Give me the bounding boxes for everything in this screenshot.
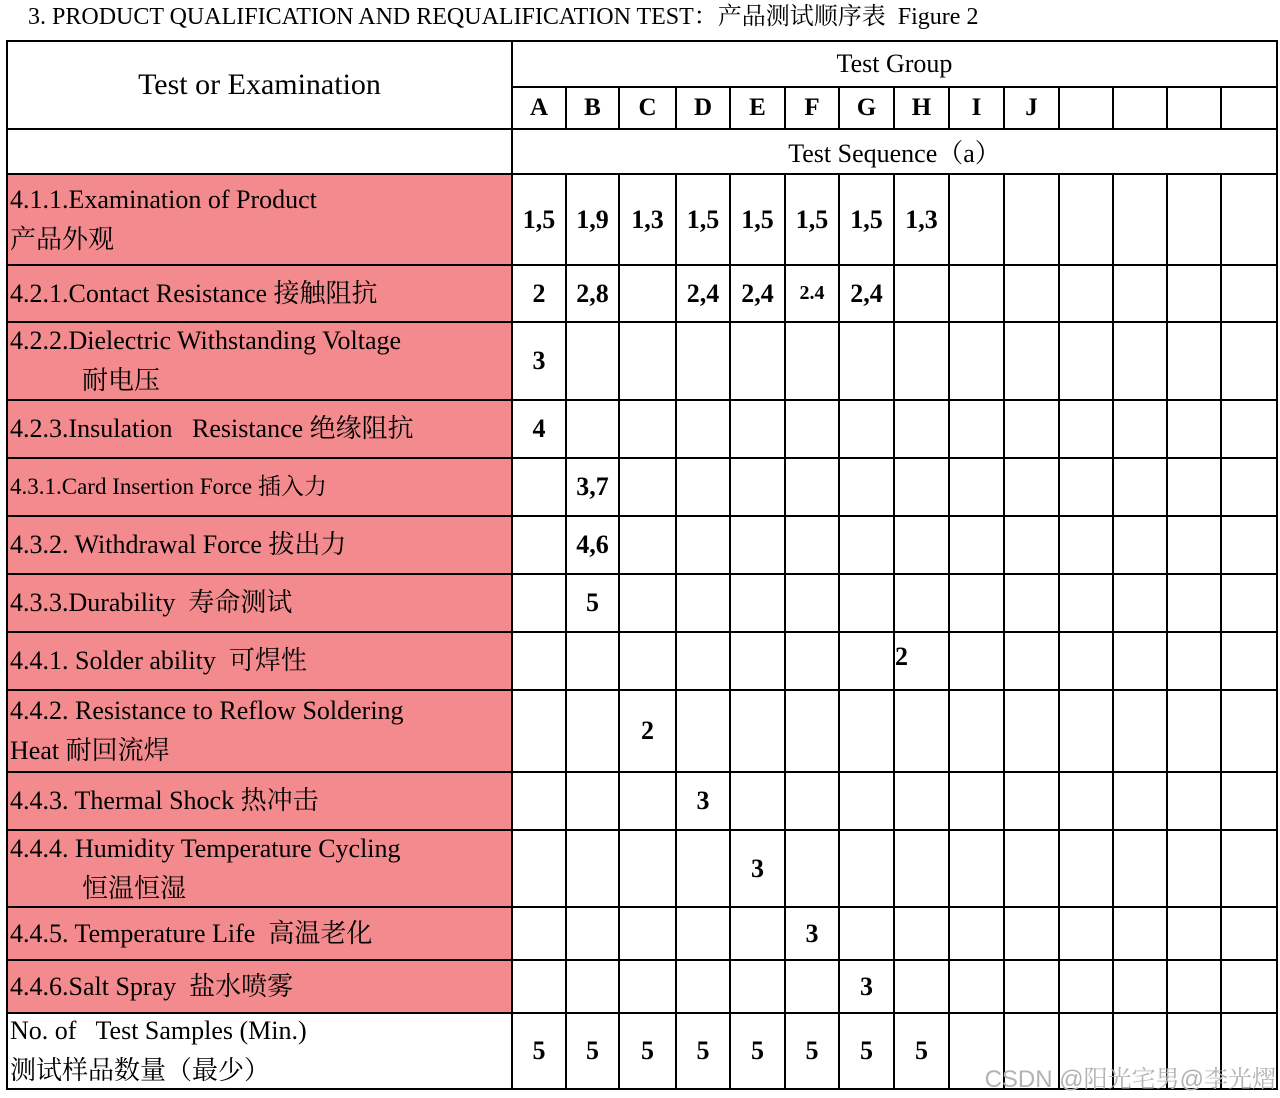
sequence-cell-f <box>786 773 840 831</box>
sequence-cell-blank <box>1168 323 1222 401</box>
sequence-cell-i <box>950 691 1005 773</box>
sequence-cell-blank <box>1222 459 1278 517</box>
sequence-cell-c <box>620 633 677 691</box>
group-header-blank <box>1222 88 1278 130</box>
sequence-cell-e <box>731 459 786 517</box>
sequence-cell-f <box>786 517 840 575</box>
sequence-cell-blank <box>1168 266 1222 323</box>
sequence-cell-blank <box>1114 773 1168 831</box>
group-header-blank <box>1114 88 1168 130</box>
test-item-label <box>8 961 513 1014</box>
sequence-cell-i <box>950 459 1005 517</box>
sequence-cell-c <box>620 401 677 459</box>
sequence-cell-a <box>513 961 567 1014</box>
sequence-cell-blank <box>1060 773 1114 831</box>
sequence-cell-h <box>895 908 950 961</box>
samples-label-line: 测试样品数量（最少） <box>10 1056 271 1085</box>
sequence-cell-e <box>731 961 786 1014</box>
sequence-cell-c <box>620 908 677 961</box>
group-header-blank <box>1060 88 1114 130</box>
sequence-cell-blank <box>1222 401 1278 459</box>
sequence-cell-j <box>1005 266 1060 323</box>
sequence-cell-g <box>840 459 895 517</box>
sequence-cell-d <box>677 831 731 908</box>
sequence-cell-f <box>786 323 840 401</box>
sequence-cell-j <box>1005 831 1060 908</box>
sequence-cell-b: 2,8 <box>567 266 620 323</box>
test-item-label-line: 4.4.2. Resistance to Reflow Soldering <box>10 696 404 725</box>
sequence-cell-h <box>895 961 950 1014</box>
sequence-cell-blank <box>1168 517 1222 575</box>
test-item-label <box>8 323 513 401</box>
sequence-cell-blank <box>1168 908 1222 961</box>
group-header-i: I <box>950 88 1005 130</box>
sequence-cell-blank <box>1168 773 1222 831</box>
test-item-label-line: 4.3.2. Withdrawal Force 拔出力 <box>10 530 347 559</box>
sequence-cell-c <box>620 773 677 831</box>
test-item-label-line: 4.2.2.Dielectric Withstanding Voltage <box>10 326 402 355</box>
header-test-or-examination: Test or Examination <box>8 42 513 130</box>
sequence-cell-g <box>840 401 895 459</box>
group-header-g: G <box>840 88 895 130</box>
watermark: CSDN @阳光宅男@李光熠 <box>984 1066 1276 1093</box>
sequence-cell-blank <box>1222 831 1278 908</box>
sequence-cell-f <box>786 961 840 1014</box>
sequence-cell-i <box>950 831 1005 908</box>
group-header-a: A <box>513 88 567 130</box>
sequence-cell-blank <box>1222 517 1278 575</box>
sequence-cell-e <box>731 908 786 961</box>
sequence-cell-h <box>895 691 950 773</box>
sequence-cell-i <box>950 266 1005 323</box>
sequence-cell-blank <box>1114 961 1168 1014</box>
sequence-cell-f <box>786 831 840 908</box>
samples-cell-h: 5 <box>895 1014 950 1090</box>
sequence-cell-a <box>513 773 567 831</box>
sequence-cell-blank <box>1168 575 1222 633</box>
sequence-cell-d <box>677 575 731 633</box>
sequence-cell-c <box>620 266 677 323</box>
test-item-label-line: 4.3.1.Card Insertion Force 插入力 <box>10 474 327 499</box>
sequence-cell-d <box>677 323 731 401</box>
sequence-cell-j <box>1005 633 1060 691</box>
sequence-cell-blank <box>1168 633 1222 691</box>
sequence-cell-a: 1,5 <box>513 175 567 266</box>
sequence-cell-blank <box>1168 459 1222 517</box>
sequence-cell-c: 2 <box>620 691 677 773</box>
sequence-cell-blank <box>1168 831 1222 908</box>
sequence-cell-j <box>1005 773 1060 831</box>
sequence-cell-i <box>950 633 1005 691</box>
test-item-label-line: 4.2.1.Contact Resistance 接触阻抗 <box>10 278 378 308</box>
sequence-cell-a <box>513 517 567 575</box>
sequence-cell-e: 2,4 <box>731 266 786 323</box>
sequence-cell-i <box>950 773 1005 831</box>
sequence-cell-f: 2.4 <box>786 266 840 323</box>
samples-cell-f: 5 <box>786 1014 840 1090</box>
sequence-cell-f: 3 <box>786 908 840 961</box>
sequence-cell-g: 1,5 <box>840 175 895 266</box>
samples-cell-d: 5 <box>677 1014 731 1090</box>
sequence-cell-h <box>895 517 950 575</box>
sequence-cell-e: 1,5 <box>731 175 786 266</box>
sequence-cell-c <box>620 961 677 1014</box>
sequence-cell-j <box>1005 517 1060 575</box>
sequence-cell-i <box>950 575 1005 633</box>
sequence-cell-j <box>1005 908 1060 961</box>
sequence-cell-d <box>677 691 731 773</box>
sequence-cell-g: 3 <box>840 961 895 1014</box>
sequence-cell-c: 1,3 <box>620 175 677 266</box>
test-item-label-line: 恒温恒湿 <box>82 873 187 903</box>
sequence-cell-blank <box>1060 517 1114 575</box>
sequence-cell-blank <box>1114 633 1168 691</box>
sequence-cell-d <box>677 459 731 517</box>
sequence-cell-b: 5 <box>567 575 620 633</box>
sequence-cell-blank <box>1222 175 1278 266</box>
sequence-cell-blank <box>1060 266 1114 323</box>
sequence-cell-blank <box>1114 831 1168 908</box>
sequence-cell-b <box>567 323 620 401</box>
samples-label <box>8 1014 513 1090</box>
sequence-cell-blank <box>1114 401 1168 459</box>
sequence-cell-blank <box>1168 961 1222 1014</box>
sequence-cell-e <box>731 773 786 831</box>
sequence-cell-j <box>1005 961 1060 1014</box>
sequence-cell-blank <box>1222 773 1278 831</box>
sequence-cell-e <box>731 575 786 633</box>
test-item-label <box>8 773 513 831</box>
sequence-cell-blank <box>1060 175 1114 266</box>
sequence-cell-h: 1,3 <box>895 175 950 266</box>
sequence-cell-d <box>677 908 731 961</box>
sequence-cell-c <box>620 323 677 401</box>
sequence-cell-d <box>677 633 731 691</box>
test-item-label-line: Heat 耐回流焊 <box>10 736 170 765</box>
sequence-cell-f <box>786 575 840 633</box>
sequence-cell-blank <box>1222 323 1278 401</box>
sequence-cell-a <box>513 575 567 633</box>
sequence-cell-blank <box>1168 401 1222 459</box>
test-item-label-line: 4.4.4. Humidity Temperature Cycling <box>10 833 401 863</box>
sequence-cell-a: 4 <box>513 401 567 459</box>
sequence-cell-b <box>567 773 620 831</box>
test-item-label <box>8 575 513 633</box>
test-item-label-line: 4.4.5. Temperature Life 高温老化 <box>10 918 373 948</box>
sequence-cell-i <box>950 961 1005 1014</box>
test-item-label <box>8 517 513 575</box>
sequence-cell-g <box>840 691 895 773</box>
test-item-label <box>8 691 513 773</box>
sequence-cell-f <box>786 401 840 459</box>
sequence-cell-blank <box>1060 459 1114 517</box>
group-header-c: C <box>620 88 677 130</box>
sequence-cell-blank <box>1222 575 1278 633</box>
test-item-label-line: 4.4.6.Salt Spray 盐水喷雾 <box>10 971 294 1001</box>
sequence-cell-e <box>731 401 786 459</box>
sequence-cell-b <box>567 401 620 459</box>
sequence-cell-blank <box>1060 633 1114 691</box>
test-item-label <box>8 908 513 961</box>
sequence-cell-blank <box>1114 908 1168 961</box>
sequence-cell-blank <box>1114 266 1168 323</box>
sequence-cell-f: 1,5 <box>786 175 840 266</box>
sequence-cell-blank <box>1060 831 1114 908</box>
sequence-cell-g: 2,4 <box>840 266 895 323</box>
group-header-b: B <box>567 88 620 130</box>
sequence-cell-blank <box>1222 691 1278 773</box>
sequence-row-label-empty <box>8 130 513 175</box>
sequence-cell-d: 3 <box>677 773 731 831</box>
sequence-cell-h: 2 <box>895 633 950 691</box>
sequence-cell-i <box>950 323 1005 401</box>
header-test-sequence: Test Sequence（a） <box>513 130 1278 175</box>
sequence-cell-i <box>950 517 1005 575</box>
sequence-cell-c <box>620 831 677 908</box>
sequence-cell-c <box>620 575 677 633</box>
test-item-label-line: 4.4.1. Solder ability 可焊性 <box>10 646 307 675</box>
sequence-cell-e <box>731 323 786 401</box>
sequence-cell-blank <box>1060 323 1114 401</box>
sequence-cell-h <box>895 831 950 908</box>
sequence-cell-h <box>895 575 950 633</box>
sequence-cell-g <box>840 323 895 401</box>
sequence-cell-h <box>895 266 950 323</box>
sequence-cell-j <box>1005 323 1060 401</box>
sequence-cell-e <box>731 691 786 773</box>
sequence-cell-b: 4,6 <box>567 517 620 575</box>
samples-label-line: No. of Test Samples (Min.) <box>10 1016 307 1045</box>
sequence-cell-b <box>567 831 620 908</box>
samples-cell-e: 5 <box>731 1014 786 1090</box>
sequence-cell-g <box>840 831 895 908</box>
sequence-cell-j <box>1005 401 1060 459</box>
sequence-cell-a: 3 <box>513 323 567 401</box>
group-header-e: E <box>731 88 786 130</box>
sequence-cell-a <box>513 831 567 908</box>
test-item-label-line: 耐电压 <box>82 366 161 395</box>
sequence-cell-c <box>620 517 677 575</box>
sequence-cell-blank <box>1168 175 1222 266</box>
sequence-cell-g <box>840 517 895 575</box>
sequence-cell-e <box>731 633 786 691</box>
test-item-label <box>8 401 513 459</box>
test-item-label <box>8 175 513 266</box>
group-header-blank <box>1168 88 1222 130</box>
test-item-label <box>8 831 513 908</box>
sequence-cell-blank <box>1114 459 1168 517</box>
sequence-cell-h <box>895 323 950 401</box>
test-item-label-line: 4.1.1.Examination of Product <box>10 184 317 214</box>
sequence-cell-g <box>840 773 895 831</box>
sequence-cell-h <box>895 459 950 517</box>
test-item-label-line: 4.3.3.Durability 寿命测试 <box>10 588 293 617</box>
sequence-cell-blank <box>1222 633 1278 691</box>
page-title: 3. PRODUCT QUALIFICATION AND REQUALIFICATION TEST：产品测试顺序表 Figure 2 <box>28 4 979 30</box>
test-sequence-table <box>6 40 1278 1090</box>
group-header-h: H <box>895 88 950 130</box>
sequence-cell-d <box>677 517 731 575</box>
test-item-label <box>8 266 513 323</box>
sequence-cell-blank <box>1060 401 1114 459</box>
test-item-label-line: 产品外观 <box>10 224 115 254</box>
sequence-cell-blank <box>1168 691 1222 773</box>
sequence-cell-g <box>840 633 895 691</box>
sequence-cell-blank <box>1222 908 1278 961</box>
sequence-cell-b: 3,7 <box>567 459 620 517</box>
sequence-cell-d <box>677 961 731 1014</box>
sequence-cell-b <box>567 691 620 773</box>
sequence-cell-c <box>620 459 677 517</box>
test-item-label <box>8 633 513 691</box>
sequence-cell-j <box>1005 691 1060 773</box>
samples-cell-c: 5 <box>620 1014 677 1090</box>
header-test-group: Test Group <box>513 42 1278 88</box>
sequence-cell-g <box>840 908 895 961</box>
sequence-cell-j <box>1005 575 1060 633</box>
sequence-cell-d: 1,5 <box>677 175 731 266</box>
sequence-cell-i <box>950 401 1005 459</box>
sequence-cell-a <box>513 633 567 691</box>
sequence-cell-blank <box>1060 961 1114 1014</box>
sequence-cell-blank <box>1114 323 1168 401</box>
sequence-cell-j <box>1005 459 1060 517</box>
samples-cell-b: 5 <box>567 1014 620 1090</box>
sequence-cell-blank <box>1060 691 1114 773</box>
sequence-cell-a <box>513 459 567 517</box>
test-item-label <box>8 459 513 517</box>
samples-cell-g: 5 <box>840 1014 895 1090</box>
sequence-cell-f <box>786 691 840 773</box>
sequence-cell-d: 2,4 <box>677 266 731 323</box>
sequence-cell-f <box>786 459 840 517</box>
sequence-cell-h <box>895 401 950 459</box>
samples-cell-a: 5 <box>513 1014 567 1090</box>
group-header-d: D <box>677 88 731 130</box>
sequence-cell-i <box>950 175 1005 266</box>
sequence-cell-blank <box>1114 175 1168 266</box>
sequence-cell-f <box>786 633 840 691</box>
sequence-cell-i <box>950 908 1005 961</box>
sequence-cell-blank <box>1060 575 1114 633</box>
sequence-cell-blank <box>1114 691 1168 773</box>
sequence-cell-e: 3 <box>731 831 786 908</box>
sequence-cell-blank <box>1060 908 1114 961</box>
sequence-cell-blank <box>1114 575 1168 633</box>
sequence-cell-e <box>731 517 786 575</box>
test-item-label-line: 4.4.3. Thermal Shock 热冲击 <box>10 786 319 815</box>
sequence-cell-blank <box>1222 961 1278 1014</box>
group-header-f: F <box>786 88 840 130</box>
sequence-cell-a: 2 <box>513 266 567 323</box>
sequence-cell-j <box>1005 175 1060 266</box>
test-item-label-line: 4.2.3.Insulation Resistance 绝缘阻抗 <box>10 414 414 443</box>
sequence-cell-b <box>567 961 620 1014</box>
sequence-cell-b: 1,9 <box>567 175 620 266</box>
sequence-cell-b <box>567 908 620 961</box>
sequence-cell-d <box>677 401 731 459</box>
sequence-cell-b <box>567 633 620 691</box>
sequence-cell-g <box>840 575 895 633</box>
sequence-cell-blank <box>1222 266 1278 323</box>
sequence-cell-a <box>513 908 567 961</box>
group-header-j: J <box>1005 88 1060 130</box>
sequence-cell-h <box>895 773 950 831</box>
sequence-cell-blank <box>1114 517 1168 575</box>
sequence-cell-a <box>513 691 567 773</box>
